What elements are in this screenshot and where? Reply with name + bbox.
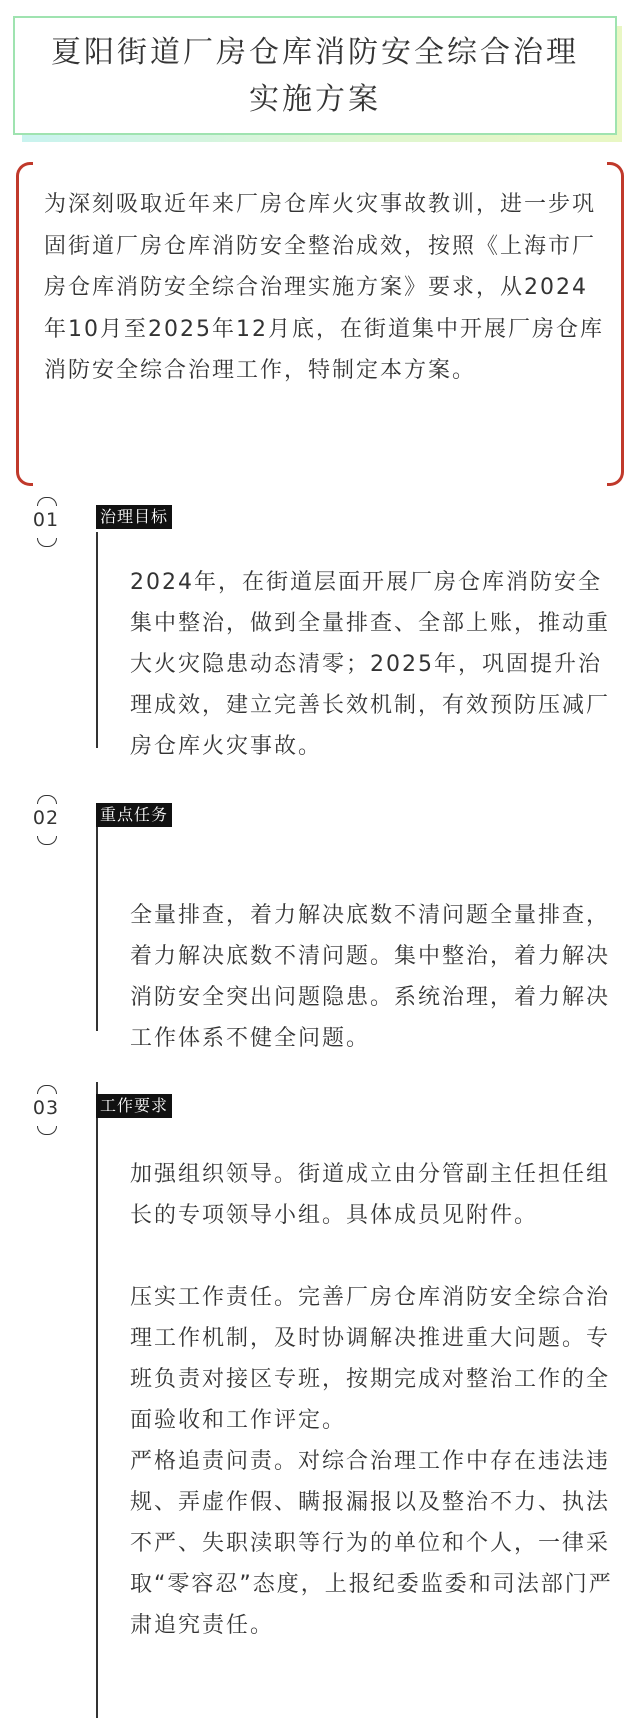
- intro-bracket-left: [16, 162, 33, 486]
- section-paragraph: 严格追责问责。对综合治理工作中存在违法违规、弄虚作假、瞒报漏报以及整治不力、执法不严、失职渎职等行为的单位和个人，一律采取“零容忍”态度，上报纪委监委和司法部门严肃追究责任。: [130, 1449, 613, 1638]
- title-card: [13, 16, 617, 135]
- page-title: 夏阳街道厂房仓库消防安全综合治理实施方案: [51, 34, 579, 117]
- timeline-line: [96, 532, 98, 748]
- section-number: 03: [32, 1097, 60, 1119]
- section-number-marker: [18, 795, 74, 845]
- section-paragraph: 全量排查，着力解决底数不清问题全量排查，着力解决底数不清问题。集中整治，着力解决消防安全突出问题隐患。系统治理，着力解决工作体系不健全问题。: [130, 903, 611, 1051]
- section-heading: 治理目标: [96, 505, 172, 529]
- section-number: 01: [32, 509, 60, 531]
- intro-paragraph: 为深刻吸取近年来厂房仓库火灾事故教训，进一步巩固街道厂房仓库消防安全整治成效，按照《上海市厂房仓库消防安全综合治理实施方案》要求，从2024年10月至2025年12月底，在街道集中开展厂房仓库消防安全综合治理工作，特制定本方案。: [44, 192, 604, 383]
- section-number-marker: [18, 1085, 74, 1135]
- section-number: 02: [32, 807, 60, 829]
- timeline-line: [96, 805, 98, 1031]
- section-heading: 重点任务: [96, 803, 172, 827]
- section-heading: 工作要求: [96, 1094, 172, 1118]
- arc-decoration: [37, 538, 57, 547]
- arc-decoration: [37, 836, 57, 845]
- section-paragraph: 2024年，在街道层面开展厂房仓库消防安全集中整治，做到全量排查、全部上账，推动重大火灾隐患动态清零；2025年，巩固提升治理成效，建立完善长效机制，有效预防压减厂房仓库火灾事故。: [130, 570, 611, 759]
- arc-decoration: [37, 1126, 57, 1135]
- section-number-marker: [18, 497, 74, 547]
- arc-decoration: [37, 1085, 57, 1094]
- arc-decoration: [37, 795, 57, 804]
- intro-bracket-right: [607, 162, 624, 486]
- section-paragraph: 压实工作责任。完善厂房仓库消防安全综合治理工作机制，及时协调解决推进重大问题。专班负责对接区专班，按期完成对整治工作的全面验收和工作评定。: [130, 1285, 611, 1433]
- section-paragraph: 加强组织领导。街道成立由分管副主任担任组长的专项领导小组。具体成员见附件。: [130, 1162, 611, 1228]
- timeline-line: [96, 1082, 98, 1718]
- intro-box: [16, 162, 624, 486]
- arc-decoration: [37, 497, 57, 506]
